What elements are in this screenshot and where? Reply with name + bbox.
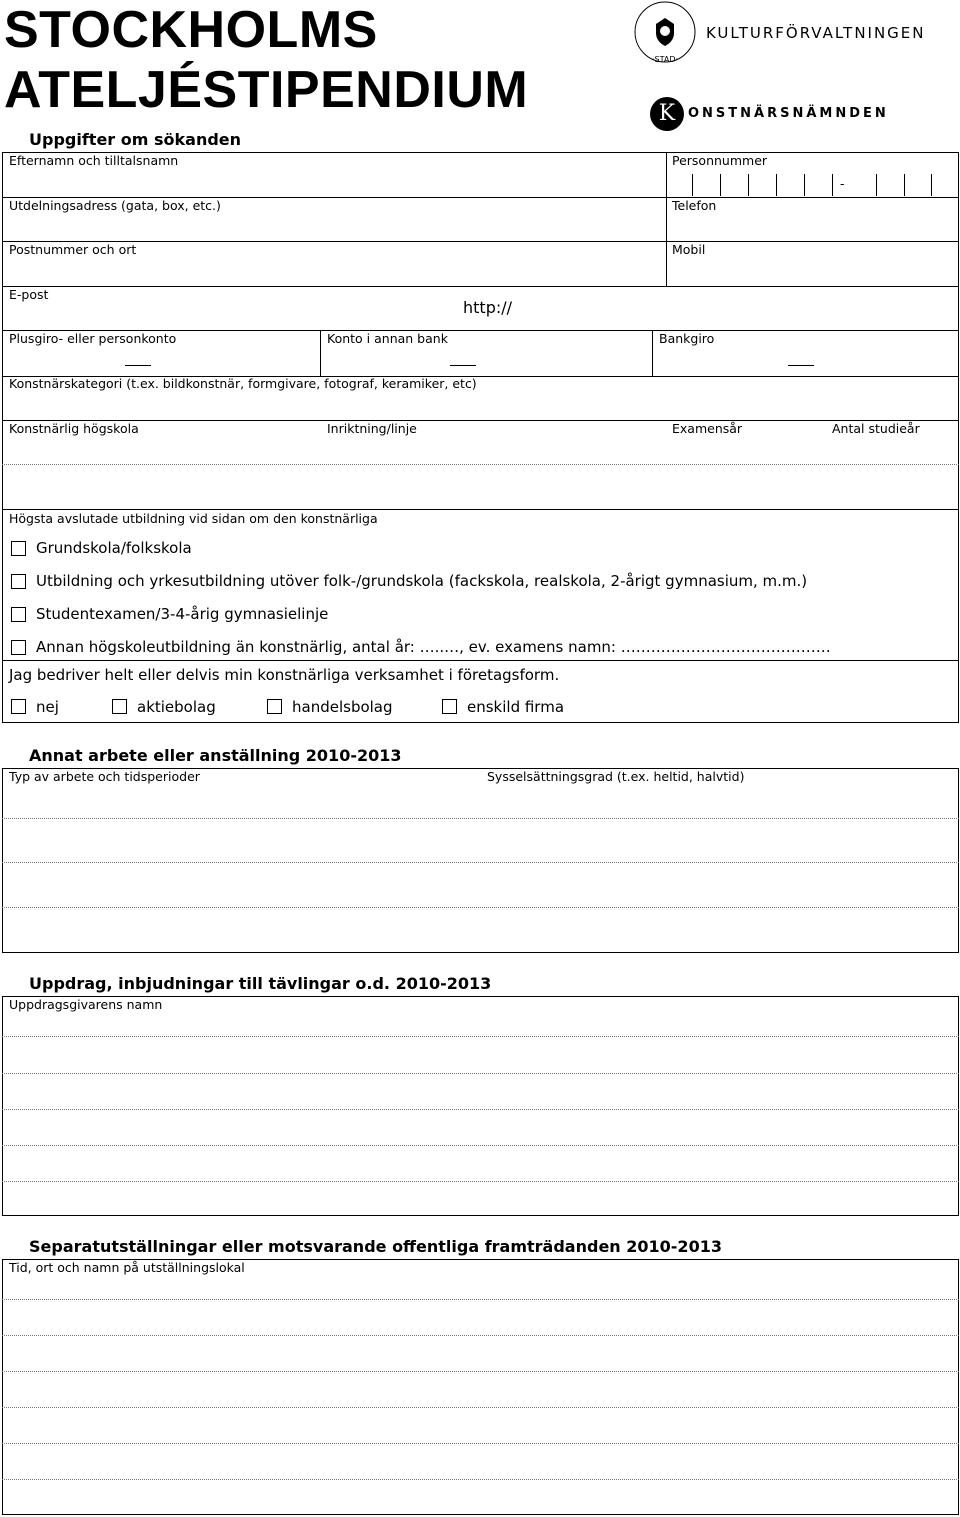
konstnarsnamnden-logo-icon: K: [650, 97, 684, 131]
exam-year-label: Examensår: [672, 421, 743, 436]
category-label: Konstnärskategori (t.ex. bildkonstnär, formgivare, fotograf, keramiker, etc): [9, 376, 477, 391]
exhibitions-row-7[interactable]: [3, 1481, 956, 1513]
work-col1-label: Typ av arbete och tidsperioder: [9, 769, 200, 784]
commissions-row-2[interactable]: [3, 1038, 956, 1072]
commissions-row-1[interactable]: [3, 1013, 956, 1035]
commissions-row-4[interactable]: [3, 1111, 956, 1144]
personnummer-dash: -: [840, 176, 845, 191]
business-checkbox-enskild-firma[interactable]: [442, 699, 457, 714]
work-row-3[interactable]: [3, 864, 956, 905]
work-row-2[interactable]: [3, 820, 956, 860]
kulturforvaltningen-logo: KULTURFÖRVALTNINGEN: [706, 24, 926, 42]
postal-field[interactable]: [3, 257, 663, 285]
business-option-nej: nej: [36, 698, 59, 716]
applicant-heading: Uppgifter om sökanden: [29, 130, 242, 149]
surname-field[interactable]: [3, 168, 663, 196]
exhibitions-row-4[interactable]: [3, 1373, 956, 1406]
direction-label: Inriktning/linje: [327, 421, 417, 436]
business-option-aktiebolag: aktiebolag: [137, 698, 216, 716]
business-option-handelsbolag: handelsbolag: [292, 698, 393, 716]
website-field[interactable]: [520, 296, 956, 328]
education-option-2: Utbildning och yrkesutbildning utöver folk-/grundskola (fackskola, realskola, 2-årigt gymnasium, m.m.): [36, 572, 808, 590]
business-checkbox-nej[interactable]: [11, 699, 26, 714]
bankgiro-field[interactable]: [654, 346, 957, 375]
exhibitions-row-3[interactable]: [3, 1337, 956, 1370]
stockholm-seal-icon: [630, 0, 700, 66]
personnummer-field[interactable]: [692, 174, 932, 196]
category-field[interactable]: [3, 392, 956, 419]
education-checkbox-1[interactable]: [11, 541, 26, 556]
website-label: http://: [463, 298, 513, 317]
exhibitions-row-6[interactable]: [3, 1445, 956, 1478]
plusgiro-field[interactable]: [3, 346, 318, 375]
bankgiro-label: Bankgiro: [659, 331, 715, 346]
exhibitions-heading: Separatutställningar eller motsvarande offentliga framträdanden 2010-2013: [29, 1237, 722, 1256]
email-label: E-post: [9, 287, 49, 302]
other-bank-field[interactable]: [322, 346, 650, 375]
other-bank-label: Konto i annan bank: [327, 331, 448, 346]
work-row-1[interactable]: [3, 786, 956, 816]
mobil-field[interactable]: [668, 257, 957, 285]
education-option-3: Studentexamen/3-4-årig gymnasielinje: [36, 605, 329, 623]
surname-label: Efternamn och tilltalsnamn: [9, 153, 179, 168]
education-checkbox-3[interactable]: [11, 607, 26, 622]
work-row-4[interactable]: [3, 909, 956, 951]
postal-label: Postnummer och ort: [9, 242, 137, 257]
business-checkbox-handelsbolag[interactable]: [267, 699, 282, 714]
education-label: Högsta avslutade utbildning vid sidan om den konstnärliga: [9, 511, 378, 526]
commissions-row-6[interactable]: [3, 1183, 956, 1215]
education-option-4: Annan högskoleutbildning än konstnärlig, antal år: …..…, ev. examens namn: ……………………………………: [36, 638, 831, 656]
school-row-2[interactable]: [3, 466, 956, 508]
business-option-enskild-firma: enskild firma: [467, 698, 565, 716]
mobil-label: Mobil: [672, 242, 706, 257]
business-statement: Jag bedriver helt eller delvis min konstnärliga verksamhet i företagsform.: [9, 666, 560, 684]
telefon-field[interactable]: [668, 213, 957, 240]
konstnarsnamnden-logo: ONSTNÄRSNÄMNDEN: [688, 106, 889, 121]
plusgiro-label: Plusgiro- eller personkonto: [9, 331, 177, 346]
education-checkbox-2[interactable]: [11, 574, 26, 589]
address-label: Utdelningsadress (gata, box, etc.): [9, 198, 221, 213]
education-checkbox-4[interactable]: [11, 640, 26, 655]
school-row-1[interactable]: [3, 437, 956, 463]
commissions-row-5[interactable]: [3, 1147, 956, 1180]
title-line-2: ATELJÉSTIPENDIUM: [4, 61, 529, 119]
study-years-label: Antal studieår: [832, 421, 920, 436]
education-option-1: Grundskola/folkskola: [36, 539, 192, 557]
personnummer-label: Personnummer: [672, 153, 768, 168]
email-field[interactable]: [3, 302, 453, 329]
work-col2-label: Sysselsättningsgrad (t.ex. heltid, halvtid): [487, 769, 745, 784]
svg-text:·STAD·: ·STAD·: [651, 55, 679, 64]
telefon-label: Telefon: [672, 198, 717, 213]
commissions-col1-label: Uppdragsgivarens namn: [9, 997, 163, 1012]
exhibitions-col1-label: Tid, ort och namn på utställningslokal: [9, 1260, 245, 1275]
school-label: Konstnärlig högskola: [9, 421, 139, 436]
address-field[interactable]: [3, 213, 663, 240]
exhibitions-row-1[interactable]: [3, 1276, 956, 1298]
title-line-1: STOCKHOLMS: [4, 1, 378, 59]
commissions-row-3[interactable]: [3, 1075, 956, 1108]
business-checkbox-aktiebolag[interactable]: [112, 699, 127, 714]
commissions-heading: Uppdrag, inbjudningar till tävlingar o.d. 2010-2013: [29, 974, 492, 993]
exhibitions-row-2[interactable]: [3, 1301, 956, 1334]
exhibitions-row-5[interactable]: [3, 1409, 956, 1442]
work-heading: Annat arbete eller anställning 2010-2013: [29, 746, 402, 765]
